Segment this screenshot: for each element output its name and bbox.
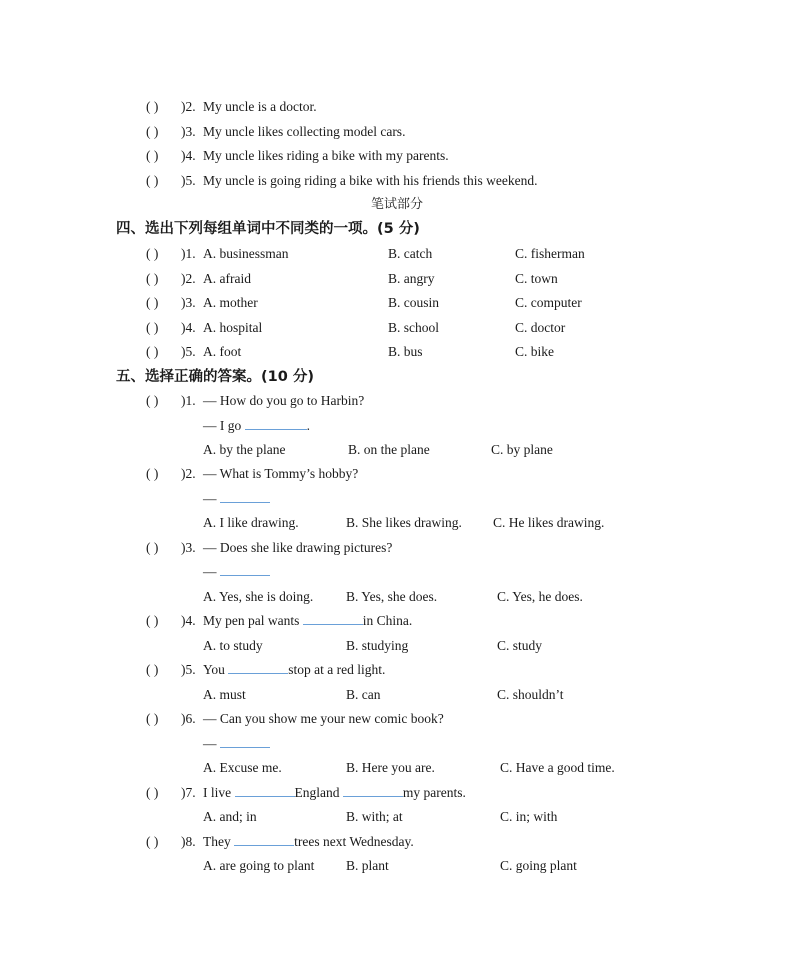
item-number: )8.: [181, 834, 196, 849]
option-a: A. to study: [203, 638, 263, 653]
answer-paren[interactable]: ( ): [146, 393, 159, 408]
statement: My uncle likes riding a bike with my parents.: [203, 148, 449, 163]
option-a: A. I like drawing.: [203, 515, 299, 530]
option-b: B. plant: [346, 858, 389, 873]
question-prefix: I live: [203, 785, 232, 800]
option-a: A. foot: [203, 344, 242, 359]
answer-paren[interactable]: ( ): [146, 295, 159, 310]
item-number: )6.: [181, 711, 196, 726]
option-b: B. can: [346, 687, 381, 702]
question-text: — How do you go to Harbin?: [203, 393, 365, 408]
option-a: A. must: [203, 687, 246, 702]
option-a: A. afraid: [203, 271, 251, 286]
answer-paren[interactable]: ( ): [146, 834, 159, 849]
s5-q3-answer-line: [203, 563, 270, 581]
option-a: A. are going to plant: [203, 858, 315, 873]
option-c: C. He likes drawing.: [493, 515, 605, 530]
answer-paren[interactable]: ( ): [146, 148, 159, 163]
option-b: B. bus: [388, 344, 423, 359]
option-b: B. angry: [388, 271, 435, 286]
option-c: C. computer: [515, 295, 582, 310]
question-prefix: You: [203, 662, 225, 677]
answer-blank[interactable]: [220, 735, 270, 748]
item-number: )1.: [181, 246, 196, 261]
option-b: B. catch: [388, 246, 433, 261]
option-b: B. cousin: [388, 295, 440, 310]
item-number: )7.: [181, 785, 196, 800]
question-text: — Does she like drawing pictures?: [203, 540, 393, 555]
answer-blank[interactable]: [220, 490, 270, 503]
option-c: C. bike: [515, 344, 554, 359]
option-c: C. by plane: [491, 442, 553, 457]
option-b: B. on the plane: [348, 442, 430, 457]
answer-prefix: —: [203, 736, 217, 751]
option-c: C. Yes, he does.: [497, 589, 583, 604]
s5-q6-answer-line: [203, 735, 270, 753]
option-a: A. businessman: [203, 246, 289, 261]
answer-blank[interactable]: [220, 563, 270, 576]
answer-blank[interactable]: [245, 417, 307, 430]
option-b: B. studying: [346, 638, 409, 653]
s5-q2-answer-line: [203, 490, 270, 508]
answer-paren[interactable]: ( ): [146, 344, 159, 359]
option-b: B. She likes drawing.: [346, 515, 462, 530]
written-part-title: 笔试部分: [370, 197, 423, 212]
item-number: )2.: [181, 99, 196, 114]
item-number: )5.: [181, 173, 196, 188]
option-c: C. shouldn’t: [497, 687, 564, 702]
question-suffix: in China.: [362, 613, 413, 628]
answer-blank-2[interactable]: [343, 784, 403, 797]
option-b: B. Here you are.: [346, 760, 435, 775]
question-suffix: trees next Wednesday.: [294, 834, 414, 849]
answer-blank[interactable]: [303, 612, 363, 625]
option-a: A. and; in: [203, 809, 257, 824]
answer-paren[interactable]: ( ): [146, 613, 159, 628]
answer-paren[interactable]: ( ): [146, 540, 159, 555]
option-c: C. Have a good time.: [500, 760, 615, 775]
answer-paren[interactable]: ( ): [146, 320, 159, 335]
answer-paren[interactable]: ( ): [146, 271, 159, 286]
statement: My uncle likes collecting model cars.: [203, 124, 406, 139]
item-number: )4.: [181, 320, 196, 335]
option-a: A. hospital: [203, 320, 263, 335]
answer-blank[interactable]: [234, 833, 294, 846]
option-b: B. Yes, she does.: [346, 589, 438, 604]
option-c: C. study: [497, 638, 543, 653]
answer-paren[interactable]: ( ): [146, 785, 159, 800]
question-suffix: stop at a red light.: [288, 662, 386, 677]
item-number: )3.: [181, 540, 196, 555]
question-middle: England: [294, 785, 340, 800]
item-number: )4.: [181, 613, 196, 628]
answer-paren[interactable]: ( ): [146, 173, 159, 188]
s5-q1-answer-line: [203, 417, 310, 435]
question-suffix: my parents.: [402, 785, 466, 800]
statement: My uncle is a doctor.: [203, 99, 317, 114]
answer-suffix: .: [306, 418, 310, 433]
option-c: C. town: [515, 271, 558, 286]
option-b: B. with; at: [346, 809, 403, 824]
question-text: [203, 612, 412, 630]
item-number: )1.: [181, 393, 196, 408]
item-number: )5.: [181, 344, 196, 359]
statement: My uncle is going riding a bike with his friends this weekend.: [203, 173, 538, 188]
question-prefix: They: [203, 834, 231, 849]
option-a: A. by the plane: [203, 442, 286, 457]
item-number: )5.: [181, 662, 196, 677]
question-text: — Can you show me your new comic book?: [203, 711, 444, 726]
question-text: — What is Tommy’s hobby?: [203, 466, 359, 481]
section-4-heading: 四、选出下列每组单词中不同类的一项。(5 分): [116, 221, 420, 237]
answer-paren[interactable]: ( ): [146, 466, 159, 481]
option-a: A. mother: [203, 295, 258, 310]
option-c: C. fisherman: [515, 246, 585, 261]
item-number: )3.: [181, 124, 196, 139]
answer-paren[interactable]: ( ): [146, 662, 159, 677]
option-a: A. Excuse me.: [203, 760, 282, 775]
answer-blank-1[interactable]: [235, 784, 295, 797]
option-c: C. doctor: [515, 320, 566, 335]
item-number: )2.: [181, 271, 196, 286]
option-c: C. going plant: [500, 858, 577, 873]
question-prefix: My pen pal wants: [203, 613, 300, 628]
option-a: A. Yes, she is doing.: [203, 589, 314, 604]
answer-paren[interactable]: ( ): [146, 99, 159, 114]
question-text: [203, 833, 414, 851]
section-5-heading: 五、选择正确的答案。(10 分): [116, 369, 314, 385]
answer-prefix: —: [203, 564, 217, 579]
answer-blank[interactable]: [228, 661, 288, 674]
item-number: )2.: [181, 466, 196, 481]
option-b: B. school: [388, 320, 440, 335]
answer-paren[interactable]: ( ): [146, 124, 159, 139]
option-c: C. in; with: [500, 809, 558, 824]
answer-paren[interactable]: ( ): [146, 246, 159, 261]
question-text: [203, 784, 466, 802]
question-text: [203, 661, 385, 679]
item-number: )3.: [181, 295, 196, 310]
answer-prefix: — I go: [203, 418, 242, 433]
answer-paren[interactable]: ( ): [146, 711, 159, 726]
item-number: )4.: [181, 148, 196, 163]
answer-prefix: —: [203, 491, 217, 506]
